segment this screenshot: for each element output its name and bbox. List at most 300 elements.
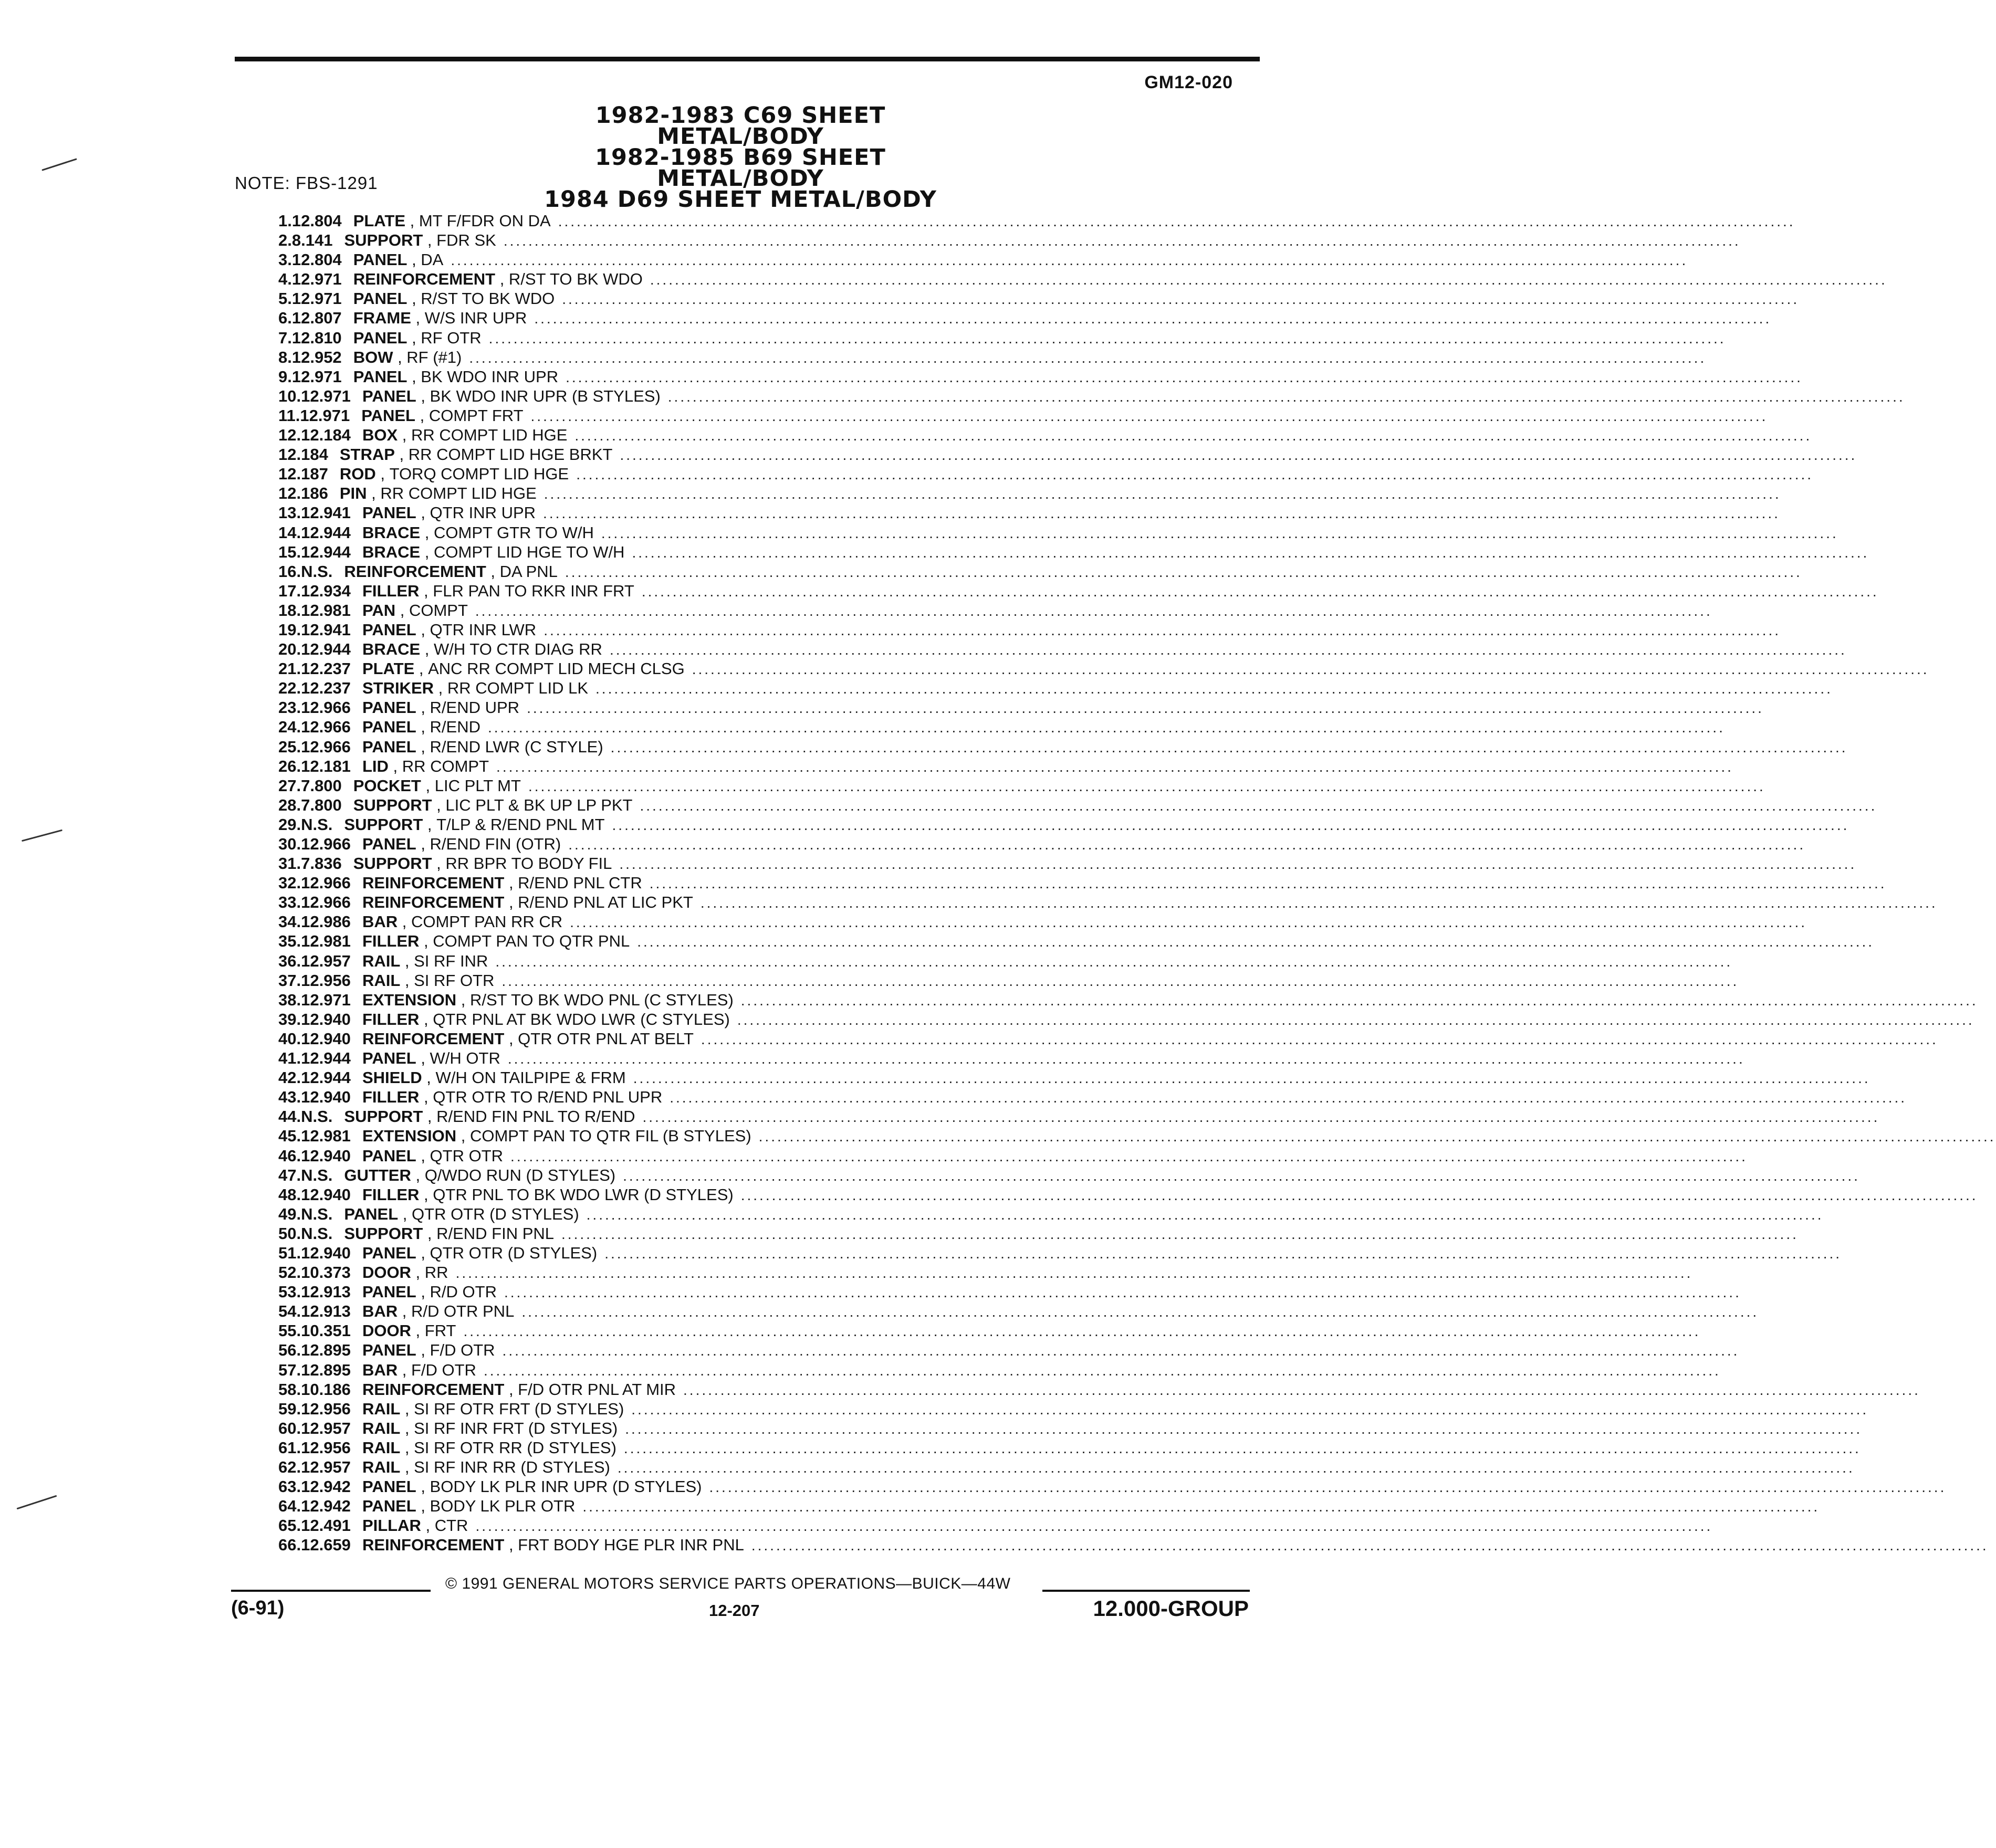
dot-leader: ........................................................................................................................................................................................................ (504, 1284, 1741, 1301)
part-row (278, 601, 1712, 620)
item-number: 55. (278, 1321, 301, 1340)
part-description: QTR OTR (D STYLES) (430, 1243, 598, 1262)
part-description: LIC PLT & BK UP LP PKT (445, 795, 633, 814)
part-row (278, 1321, 1701, 1340)
separator: , (407, 367, 421, 386)
part-row (278, 717, 1725, 737)
part-number: 12.944 (301, 1049, 351, 1068)
part-name: STRAP (339, 445, 395, 464)
dot-leader: ........................................................................................................................................................................................................ (463, 1323, 1701, 1340)
separator: , (407, 328, 421, 347)
part-number: 10.373 (301, 1263, 351, 1282)
dot-leader: ........................................................................................................................................................................................................ (700, 895, 1938, 911)
dot-leader: ........................................................................................................................................................................................................ (633, 1070, 1870, 1087)
part-description: R/ST TO BK WDO PNL (C STYLES) (469, 990, 734, 1009)
separator: , (393, 348, 407, 366)
part-description: COMPT FRT (429, 406, 524, 425)
part-number: 12.944 (301, 542, 351, 561)
part-number: 12.971 (291, 367, 342, 386)
dot-leader: ........................................................................................................................................................................................................ (495, 953, 1733, 970)
part-number: 12.952 (291, 348, 342, 366)
part-name: SHIELD (362, 1068, 422, 1087)
separator: , (416, 698, 430, 717)
part-name: FILLER (362, 1010, 420, 1028)
separator: , (416, 737, 430, 756)
part-description: R/ST TO BK WDO (421, 289, 555, 308)
item-number: 62. (278, 1458, 301, 1476)
title-block (525, 102, 956, 213)
item-number: 17. (278, 581, 301, 600)
separator: , (411, 1166, 425, 1184)
part-row (278, 757, 1733, 776)
dot-leader: ........................................................................................................................................................................................................ (642, 1109, 1880, 1126)
separator: , (419, 1185, 433, 1204)
separator: , (416, 1283, 430, 1301)
item-number: 46. (278, 1146, 301, 1165)
part-description: QTR PNL TO BK WDO LWR (D STYLES) (433, 1185, 734, 1204)
part-description: COMPT GTR TO W/H (434, 523, 594, 542)
item-number: 21. (278, 659, 301, 678)
title-line: 1984 D69 SHEET METAL/BODY (544, 186, 937, 213)
part-name: SUPPORT (344, 815, 423, 834)
separator: , (416, 386, 430, 405)
part-row (278, 1457, 1855, 1477)
part-description: COMPT PAN TO QTR FIL (B STYLES) (469, 1127, 751, 1146)
part-number: 12.966 (301, 874, 351, 892)
binder-mark (22, 830, 62, 842)
page-number: 12-207 (709, 1601, 760, 1620)
part-name: PANEL (353, 289, 407, 308)
part-description: SI RF INR (414, 951, 488, 970)
part-number: 12.184 (301, 426, 351, 445)
part-row (278, 678, 1833, 698)
separator: , (423, 1224, 437, 1243)
part-name: RAIL (362, 1399, 401, 1418)
separator: , (394, 445, 409, 464)
part-name: DOOR (362, 1321, 411, 1340)
separator: , (411, 1321, 425, 1340)
dot-leader: ........................................................................................................................................................................................................ (637, 933, 1875, 950)
part-name: DOOR (362, 1263, 411, 1282)
dot-leader: ........................................................................................................................................................................................................ (528, 778, 1765, 794)
part-name: PANEL (362, 718, 416, 737)
part-row (278, 523, 1838, 542)
item-number: 24. (278, 718, 301, 737)
part-name: FRAME (353, 309, 411, 328)
item-number: 8. (278, 348, 292, 366)
part-name: REINFORCEMENT (362, 1380, 505, 1399)
part-name: REINFORCEMENT (362, 893, 505, 912)
separator: , (405, 212, 419, 230)
part-row (278, 834, 1806, 854)
item-number: 48. (278, 1185, 301, 1204)
dot-leader: ........................................................................................................................................................................................................ (604, 1245, 1842, 1262)
dot-leader: ........................................................................................................................................................................................................ (619, 856, 1857, 873)
part-description: FRT (424, 1321, 456, 1340)
part-name: REINFORCEMENT (353, 270, 496, 289)
part-row (278, 698, 1764, 717)
part-number: 12.913 (301, 1302, 351, 1321)
part-description: RF OTR (421, 328, 482, 347)
separator: , (504, 1029, 518, 1048)
part-number: 12.956 (301, 971, 351, 990)
dot-leader: ........................................................................................................................................................................................................ (451, 252, 1688, 269)
item-number: 7. (278, 328, 292, 347)
part-row (278, 211, 1795, 230)
part-name: PANEL (344, 1204, 399, 1223)
part-description: Q/WDO RUN (D STYLES) (424, 1166, 616, 1184)
part-row (278, 1535, 1989, 1555)
dot-leader: ........................................................................................................................................................................................................ (544, 486, 1781, 502)
part-row (278, 1263, 1693, 1282)
part-description: QTR OTR PNL AT BELT (518, 1029, 694, 1048)
part-number: 12.957 (301, 1458, 351, 1476)
part-description: QTR PNL AT BK WDO LWR (C STYLES) (433, 1010, 730, 1028)
separator: , (416, 1497, 430, 1516)
separator: , (395, 601, 409, 620)
dot-leader: ........................................................................................................................................................................................................ (620, 447, 1857, 464)
item-number: 19. (278, 620, 301, 639)
part-number: 12.941 (301, 503, 351, 522)
part-row (278, 308, 1772, 328)
dot-leader: ........................................................................................................................................................................................................ (558, 213, 1795, 229)
part-description: QTR INR LWR (430, 620, 537, 639)
dot-leader: ........................................................................................................................................................................................................ (507, 1051, 1745, 1067)
dot-leader: ........................................................................................................................................................................................................ (562, 291, 1800, 308)
dot-leader: ........................................................................................................................................................................................................ (469, 349, 1707, 366)
part-name: EXTENSION (362, 1127, 457, 1146)
part-name: PANEL (353, 328, 407, 347)
item-number: 5. (278, 289, 292, 308)
dot-leader: ........................................................................................................................................................................................................ (709, 1479, 1947, 1496)
part-number: 7.836 (301, 854, 342, 873)
separator: , (419, 1010, 433, 1028)
title-line: 1982-1983 C69 SHEET METAL/BODY (595, 102, 886, 150)
part-row (278, 406, 1768, 425)
part-description: BODY LK PLR INR UPR (D STYLES) (430, 1477, 702, 1496)
item-number: 42. (278, 1068, 301, 1087)
item-number: 41. (278, 1049, 301, 1068)
part-name: PANEL (362, 835, 416, 853)
separator: , (367, 484, 381, 503)
part-number: 12.971 (300, 406, 350, 425)
dot-leader: ........................................................................................................................................................................................................ (483, 1362, 1721, 1379)
part-row (278, 990, 1978, 1010)
part-name: BOW (353, 348, 393, 366)
part-name: RAIL (362, 951, 401, 970)
part-name: BAR (362, 1302, 398, 1321)
part-description: QTR INR UPR (430, 503, 536, 522)
part-number: 12.940 (301, 1243, 351, 1262)
part-name: FILLER (362, 581, 420, 600)
part-number: 12.237 (301, 659, 351, 678)
part-row (278, 1340, 1740, 1360)
dot-leader: ........................................................................................................................................................................................................ (701, 1031, 1938, 1047)
part-name: FILLER (362, 1088, 420, 1107)
item-number: 45. (278, 1127, 301, 1146)
part-description: ANC RR COMPT LID MECH CLSG (428, 659, 685, 678)
separator: , (423, 815, 437, 834)
part-name: BRACE (362, 542, 421, 561)
item-number: 52. (278, 1263, 301, 1282)
part-name: SUPPORT (344, 1224, 423, 1243)
dot-leader: ........................................................................................................................................................................................................ (496, 758, 1733, 775)
separator: , (416, 718, 430, 737)
dot-leader: ........................................................................................................................................................................................................ (566, 369, 1803, 385)
item-number: 37. (278, 971, 301, 990)
separator: , (411, 309, 425, 328)
dot-leader: ........................................................................................................................................................................................................ (641, 583, 1879, 600)
dot-leader: ........................................................................................................................................................................................................ (488, 719, 1725, 736)
separator: , (432, 854, 446, 873)
part-name: RAIL (362, 1419, 401, 1437)
part-description: R/END FIN PNL TO R/END (436, 1107, 635, 1126)
part-description: SI RF INR RR (D STYLES) (414, 1458, 610, 1476)
part-row (278, 1516, 1713, 1535)
part-row (278, 659, 1929, 678)
part-description: RR COMPT LID LK (447, 679, 589, 698)
separator: , (421, 776, 435, 795)
part-row (278, 269, 1887, 289)
separator: , (422, 1068, 436, 1087)
separator: , (398, 1302, 411, 1321)
part-row (278, 386, 1905, 406)
part-row (278, 1068, 1870, 1087)
separator: , (420, 640, 434, 659)
part-name: PANEL (362, 1146, 416, 1165)
dot-leader: ........................................................................................................................................................................................................ (610, 739, 1848, 755)
part-description: SI RF INR FRT (D STYLES) (414, 1419, 618, 1437)
part-row (278, 289, 1800, 308)
part-number: 12.966 (301, 698, 351, 717)
dot-leader: ........................................................................................................................................................................................................ (488, 330, 1726, 346)
note: NOTE: FBS-1291 (235, 173, 378, 193)
separator: , (398, 426, 411, 445)
part-description: COMPT PAN TO QTR PNL (433, 932, 630, 951)
part-description: R/END FIN (OTR) (430, 835, 561, 853)
part-number: 12.807 (291, 309, 342, 328)
part-number: 12.944 (301, 640, 351, 659)
part-number: 7.800 (301, 776, 342, 795)
separator: , (432, 795, 446, 814)
separator: , (416, 1341, 430, 1360)
item-number: 40. (278, 1029, 301, 1048)
part-row (278, 1048, 1745, 1068)
part-description: SI RF OTR FRT (D STYLES) (414, 1399, 624, 1418)
part-row (278, 951, 1733, 971)
part-row (278, 815, 1849, 834)
part-number: 10.186 (301, 1380, 351, 1399)
part-description: W/H OTR (430, 1049, 500, 1068)
item-number: 38. (278, 990, 301, 1009)
dot-leader: ........................................................................................................................................................................................................ (670, 1089, 1907, 1106)
separator: , (416, 1243, 430, 1262)
item-number: 34. (278, 912, 301, 931)
part-row (278, 1146, 1748, 1166)
part-number: 12.184 (278, 445, 328, 464)
separator: , (504, 1536, 518, 1555)
dot-leader: ........................................................................................................................................................................................................ (574, 427, 1812, 444)
separator: , (486, 562, 500, 581)
part-row (278, 776, 1765, 795)
part-number: 12.942 (301, 1497, 351, 1516)
part-row (278, 873, 1887, 892)
item-number: 60. (278, 1419, 301, 1437)
doc-id: GM12-020 (1144, 72, 1233, 92)
dot-leader: ........................................................................................................................................................................................................ (521, 1304, 1759, 1320)
item-number: 33. (278, 893, 301, 912)
part-row (278, 1419, 1863, 1438)
dot-leader: ........................................................................................................................................................................................................ (740, 1186, 1978, 1203)
item-number: 39. (278, 1010, 301, 1028)
part-row (278, 484, 1781, 503)
item-number: 44. (278, 1107, 301, 1126)
dot-leader: ........................................................................................................................................................................................................ (455, 1265, 1693, 1282)
part-description: BK WDO INR UPR (421, 367, 559, 386)
part-name: ROD (339, 465, 376, 484)
dot-leader: ........................................................................................................................................................................................................ (543, 505, 1780, 522)
item-number: 63. (278, 1477, 301, 1496)
part-number: 8.141 (291, 231, 333, 250)
part-name: RAIL (362, 1458, 401, 1476)
item-number: 57. (278, 1360, 301, 1379)
part-description: R/END FIN PNL (436, 1224, 555, 1243)
dot-leader: ........................................................................................................................................................................................................ (568, 836, 1806, 853)
item-number: 3. (278, 250, 292, 269)
part-row (278, 1496, 1820, 1516)
part-row (278, 737, 1848, 757)
item-number: 59. (278, 1399, 301, 1418)
separator: , (400, 1419, 414, 1437)
dot-leader: ........................................................................................................................................................................................................ (649, 875, 1887, 892)
part-description: RR COMPT (402, 757, 489, 775)
part-description: R/D OTR (430, 1283, 497, 1301)
part-row (278, 348, 1707, 367)
copyright: © 1991 GENERAL MOTORS SERVICE PARTS OPERATIONS—BUICK—44W (445, 1575, 1011, 1592)
item-number: 56. (278, 1341, 301, 1360)
part-description: R/END PNL AT LIC PKT (518, 893, 693, 912)
part-number: N.S. (301, 1224, 333, 1243)
part-number: 12.810 (291, 328, 342, 347)
part-number: 12.956 (301, 1399, 351, 1418)
part-number: 12.966 (301, 737, 351, 756)
item-number: 28. (278, 795, 301, 814)
item-number: 65. (278, 1516, 301, 1535)
separator: , (388, 757, 402, 775)
part-description: FRT BODY HGE PLR INR PNL (518, 1536, 744, 1555)
part-row (278, 1477, 1947, 1496)
part-description: F/D OTR (411, 1360, 476, 1379)
part-row (278, 328, 1726, 348)
separator: , (495, 270, 509, 289)
separator: , (411, 1263, 425, 1282)
item-number: 11. (278, 406, 300, 425)
part-number: 12.941 (301, 620, 351, 639)
part-number: 12.957 (301, 1419, 351, 1437)
part-number: 12.491 (301, 1516, 351, 1535)
part-name: REINFORCEMENT (362, 874, 505, 892)
part-number: 12.942 (301, 1477, 351, 1496)
item-number: 26. (278, 757, 301, 775)
part-description: R/ST TO BK WDO (508, 270, 643, 289)
top-rule (235, 57, 1260, 61)
part-description: RR COMPT LID HGE (411, 426, 568, 445)
item-number: 66. (278, 1536, 301, 1555)
part-number: 12.971 (291, 270, 342, 289)
part-name: PLATE (353, 212, 405, 230)
part-name: PLATE (362, 659, 415, 678)
item-number: 18. (278, 601, 301, 620)
separator: , (416, 620, 430, 639)
part-description: RR COMPT LID HGE (380, 484, 537, 503)
dot-leader: ........................................................................................................................................................................................................ (565, 563, 1802, 580)
item-number: 23. (278, 698, 301, 717)
dot-leader: ........................................................................................................................................................................................................ (510, 1148, 1748, 1164)
item-number: 16. (278, 562, 301, 581)
dot-leader: ........................................................................................................................................................................................................ (740, 992, 1978, 1009)
dot-leader: ........................................................................................................................................................................................................ (667, 388, 1905, 405)
part-description: T/LP & R/END PNL MT (436, 815, 605, 834)
item-number: 54. (278, 1302, 301, 1321)
part-row (278, 1360, 1721, 1380)
separator: , (419, 1088, 433, 1107)
part-row (278, 503, 1780, 522)
part-name: BRACE (362, 640, 421, 659)
title-line: 1982-1985 B69 SHEET METAL/BODY (595, 144, 886, 192)
part-description: COMPT (409, 601, 468, 620)
item-number: 20. (278, 640, 301, 659)
date-code: (6-91) (231, 1597, 285, 1619)
part-name: BRACE (362, 523, 421, 542)
part-row (278, 562, 1802, 581)
part-number: 12.804 (291, 212, 342, 230)
part-number: 12.966 (301, 835, 351, 853)
part-number: N.S. (301, 1204, 333, 1223)
separator: , (416, 1049, 430, 1068)
item-number: 58. (278, 1380, 301, 1399)
dot-leader: ........................................................................................................................................................................................................ (586, 1206, 1824, 1223)
part-description: RR (424, 1263, 448, 1282)
dot-leader: ........................................................................................................................................................................................................ (609, 642, 1847, 658)
part-row (278, 1166, 1860, 1185)
part-description: R/END LWR (C STYLE) (430, 737, 603, 756)
part-number: 12.186 (278, 484, 328, 503)
part-name: SUPPORT (344, 1107, 423, 1126)
part-number: 7.800 (301, 795, 342, 814)
part-row (278, 367, 1803, 386)
part-number: 12.895 (301, 1360, 351, 1379)
separator: , (419, 932, 433, 951)
part-row (278, 1204, 1824, 1224)
part-number: 12.944 (301, 1068, 351, 1087)
separator: , (400, 1399, 414, 1418)
binder-mark (41, 158, 77, 171)
separator: , (398, 1360, 411, 1379)
separator: , (398, 912, 411, 931)
part-description: R/D OTR PNL (411, 1302, 515, 1321)
part-number: N.S. (301, 815, 333, 834)
dot-leader: ........................................................................................................................................................................................................ (625, 1420, 1863, 1437)
dot-leader: ........................................................................................................................................................................................................ (623, 1167, 1860, 1184)
part-number: 12.237 (301, 679, 351, 698)
dot-leader: ........................................................................................................................................................................................................ (692, 661, 1929, 678)
part-name: RAIL (362, 971, 401, 990)
part-name: PAN (362, 601, 396, 620)
part-name: SUPPORT (353, 795, 432, 814)
dot-leader: ........................................................................................................................................................................................................ (650, 271, 1887, 288)
part-number: 12.971 (301, 386, 351, 405)
item-number: 13. (278, 503, 301, 522)
